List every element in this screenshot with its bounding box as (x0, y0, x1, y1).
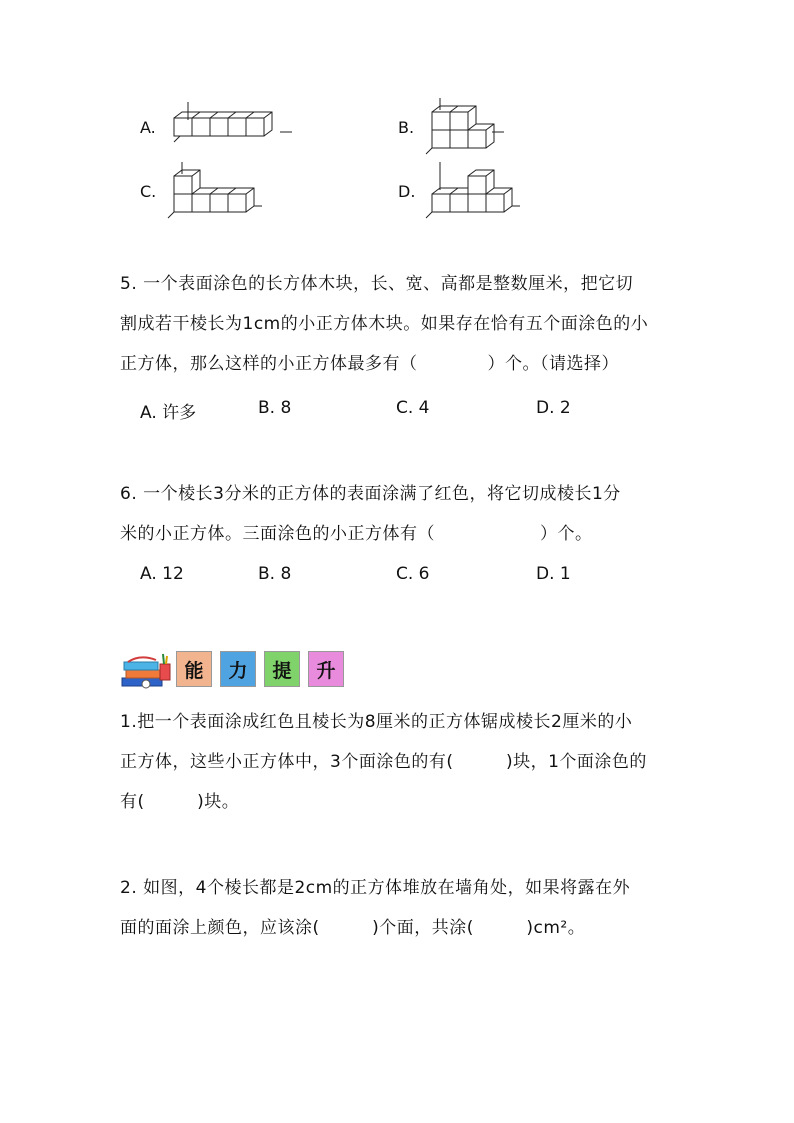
problem-1-line-2: 正方体，这些小正方体中，3个面涂色的有( )块，1个面涂色的 (120, 752, 647, 772)
question-6-options (140, 564, 660, 588)
option-a[interactable]: A. 许多 (140, 403, 197, 423)
banner-tile-4: 升 (308, 651, 344, 687)
problem-1 (120, 702, 680, 822)
option-b[interactable]: B. 8 (258, 564, 292, 584)
option-c[interactable]: C. 4 (396, 398, 430, 418)
option-c-figure (166, 160, 266, 220)
question-6-line-2: 米的小正方体。三面涂色的小正方体有（ ）个。 (120, 524, 593, 544)
question-6 (120, 474, 680, 554)
banner-tile-2: 力 (220, 651, 256, 687)
banner-tile-1: 能 (176, 651, 212, 687)
question-5 (120, 264, 680, 384)
problem-1-line-1: 1.把一个表面涂成红色且棱长为8厘米的正方体锯成棱长2厘米的小 (120, 712, 633, 732)
option-a-label: A. (140, 118, 156, 137)
question-5-line-3: 正方体，那么这样的小正方体最多有（ ）个。（请选择） (120, 354, 619, 374)
option-d[interactable]: D. 1 (536, 564, 571, 584)
option-d-label: D. (398, 182, 416, 201)
option-b-label: B. (398, 118, 415, 137)
option-b-figure (424, 96, 514, 156)
option-c-label: C. (140, 182, 157, 201)
question-5-line-1: 5. 一个表面涂色的长方体木块，长、宽、高都是整数厘米，把它切 (120, 274, 634, 294)
section-banner (120, 648, 360, 690)
option-d-figure (424, 160, 524, 220)
option-a-figure (168, 100, 298, 150)
option-d[interactable]: D. 2 (536, 398, 571, 418)
problem-1-line-3: 有( )块。 (120, 792, 240, 812)
banner-tile-3: 提 (264, 651, 300, 687)
problem-2-line-1: 2. 如图，4个棱长都是2cm的正方体堆放在墙角处，如果将露在外 (120, 878, 631, 898)
question-5-options (140, 398, 660, 422)
option-b[interactable]: B. 8 (258, 398, 292, 418)
option-a[interactable]: A. 12 (140, 564, 184, 584)
problem-2 (120, 868, 680, 948)
books-icon (120, 650, 174, 695)
problem-2-line-2: 面的面涂上颜色，应该涂( )个面，共涂( )cm²。 (120, 918, 586, 938)
question-6-line-1: 6. 一个棱长3分米的正方体的表面涂满了红色，将它切成棱长1分 (120, 484, 621, 504)
question-5-line-2: 割成若干棱长为1cm的小正方体木块。如果存在恰有五个面涂色的小 (120, 314, 649, 334)
option-c[interactable]: C. 6 (396, 564, 430, 584)
